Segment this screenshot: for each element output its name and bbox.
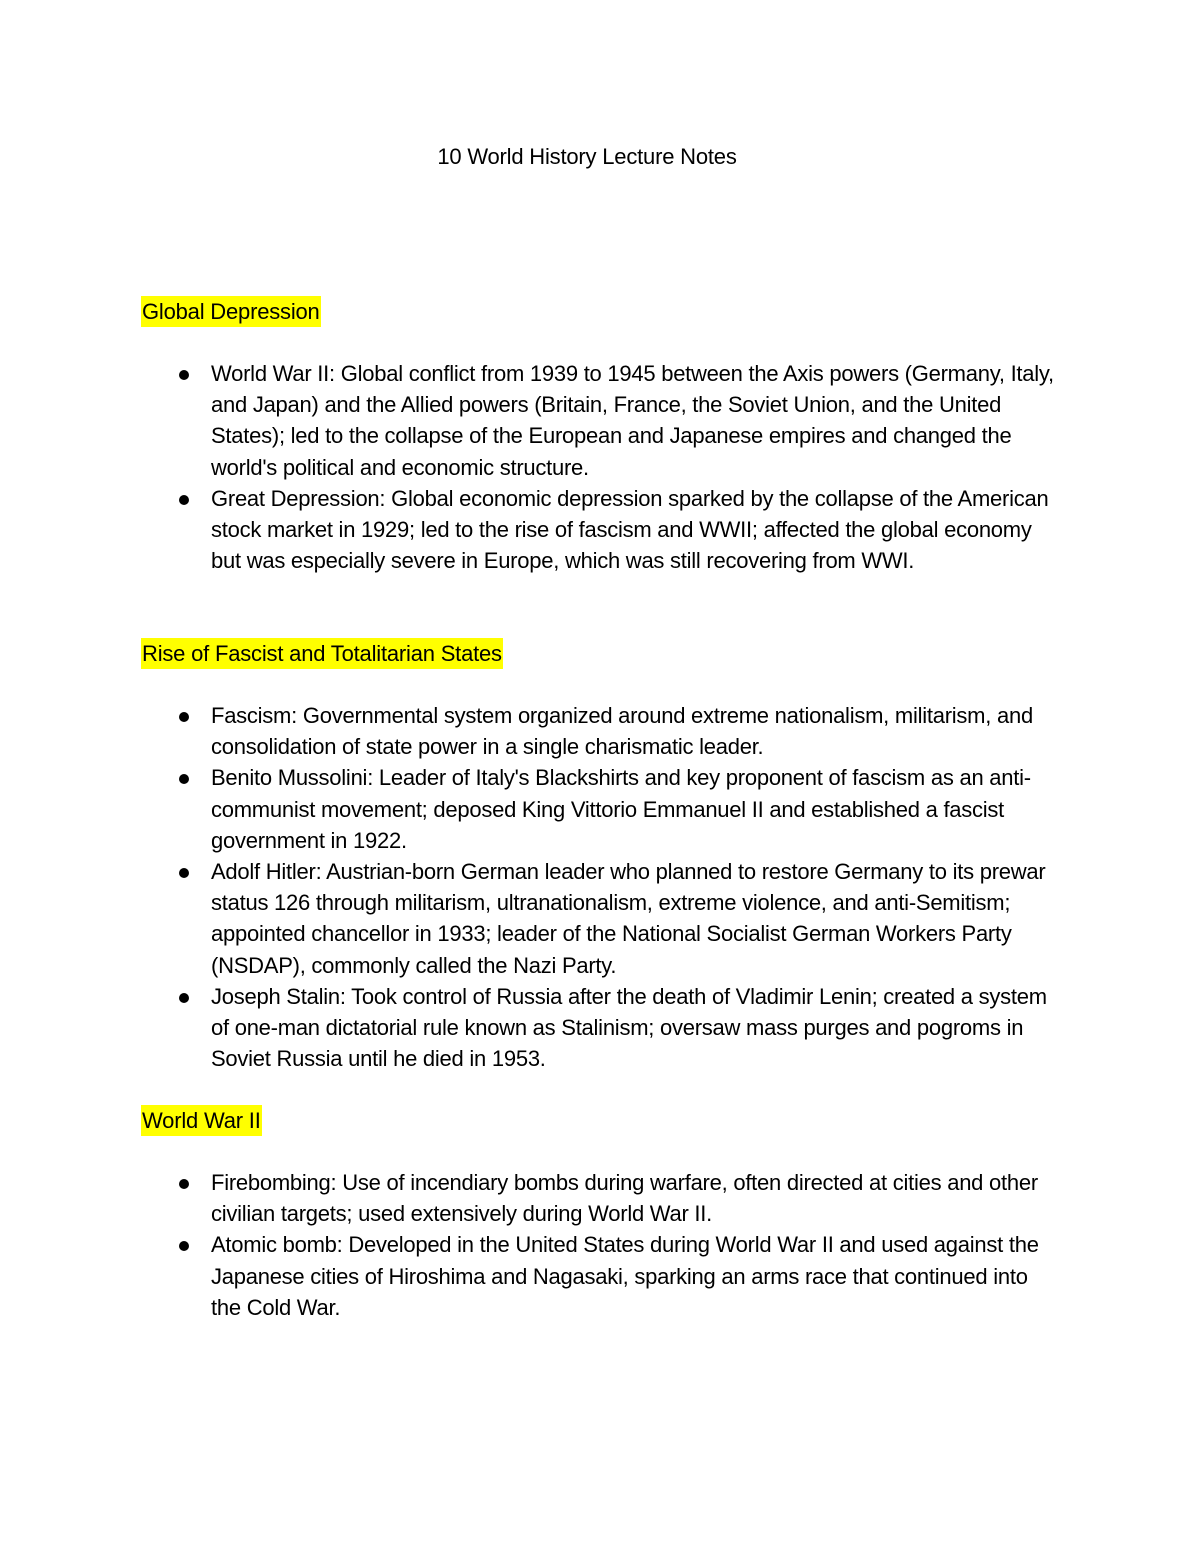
bullet-icon (179, 993, 189, 1003)
list-item-text: Adolf Hitler: Austrian-born German leader who planned to restore Germany to its prewar status 126 through militarism, ultranationalism, extreme violence, and anti-Semitism; appointed chancellor in 1933; leader of the National Socialist German Workers Party (NSDAP), commonly called the Nazi Party. (211, 859, 1046, 978)
bullet-icon (179, 370, 189, 380)
section-heading: Global Depression (141, 296, 321, 327)
list-item (141, 856, 1061, 981)
bullet-icon (179, 712, 189, 722)
list-item-text: Benito Mussolini: Leader of Italy's Blackshirts and key proponent of fascism as an anti-communist movement; deposed King Vittorio Emmanuel II and established a fascist government in 1922. (211, 765, 1031, 853)
list-item (141, 1167, 1061, 1229)
list-item (141, 483, 1061, 577)
bullet-list (141, 700, 1061, 1074)
list-item (141, 762, 1061, 856)
bullet-list (141, 1167, 1061, 1323)
bullet-icon (179, 774, 189, 784)
list-item-text: Great Depression: Global economic depression sparked by the collapse of the American stock market in 1929; led to the rise of fascism and WWII; affected the global economy but was especially severe in Europe, which was still recovering from WWI. (211, 485, 1049, 574)
section-global-depression (141, 296, 1061, 576)
list-item-text: Joseph Stalin: Took control of Russia after the death of Vladimir Lenin; created a system of one-man dictatorial rule known as Stalinism; oversaw mass purges and pogroms in Soviet Russia until he died in 1953. (211, 983, 1047, 1072)
bullet-icon (179, 868, 189, 878)
list-item (141, 1229, 1061, 1323)
bullet-icon (179, 495, 189, 505)
section-heading: World War II (141, 1105, 262, 1136)
list-item-text: Atomic bomb: Developed in the United States during World War II and used against the Japanese cities of Hiroshima and Nagasaki, sparking an arms race that continued into the Cold War. (211, 1232, 1039, 1320)
list-item (141, 981, 1061, 1075)
list-item (141, 700, 1061, 762)
section-world-war-ii (141, 1105, 1061, 1323)
section-rise-of-fascist-states (141, 638, 1061, 1074)
list-item-text: World War II: Global conflict from 1939 to 1945 between the Axis powers (Germany, Italy, and Japan) and the Allied powers (Britain, France, the Soviet Union, and the United States); led to the collapse of the European and Japanese empires and changed the world's political and economic structure. (211, 361, 1054, 480)
bullet-icon (179, 1241, 189, 1251)
bullet-icon (179, 1179, 189, 1189)
list-item-text: Fascism: Governmental system organized around extreme nationalism, militarism, and consolidation of state power in a single charismatic leader. (211, 703, 1033, 760)
section-heading: Rise of Fascist and Totalitarian States (141, 638, 503, 669)
list-item-text: Firebombing: Use of incendiary bombs during warfare, often directed at cities and other civilian targets; used extensively during World War II. (211, 1170, 1038, 1227)
bullet-list (141, 358, 1061, 576)
page-title: 10 World History Lecture Notes (437, 144, 737, 169)
list-item (141, 358, 1061, 483)
